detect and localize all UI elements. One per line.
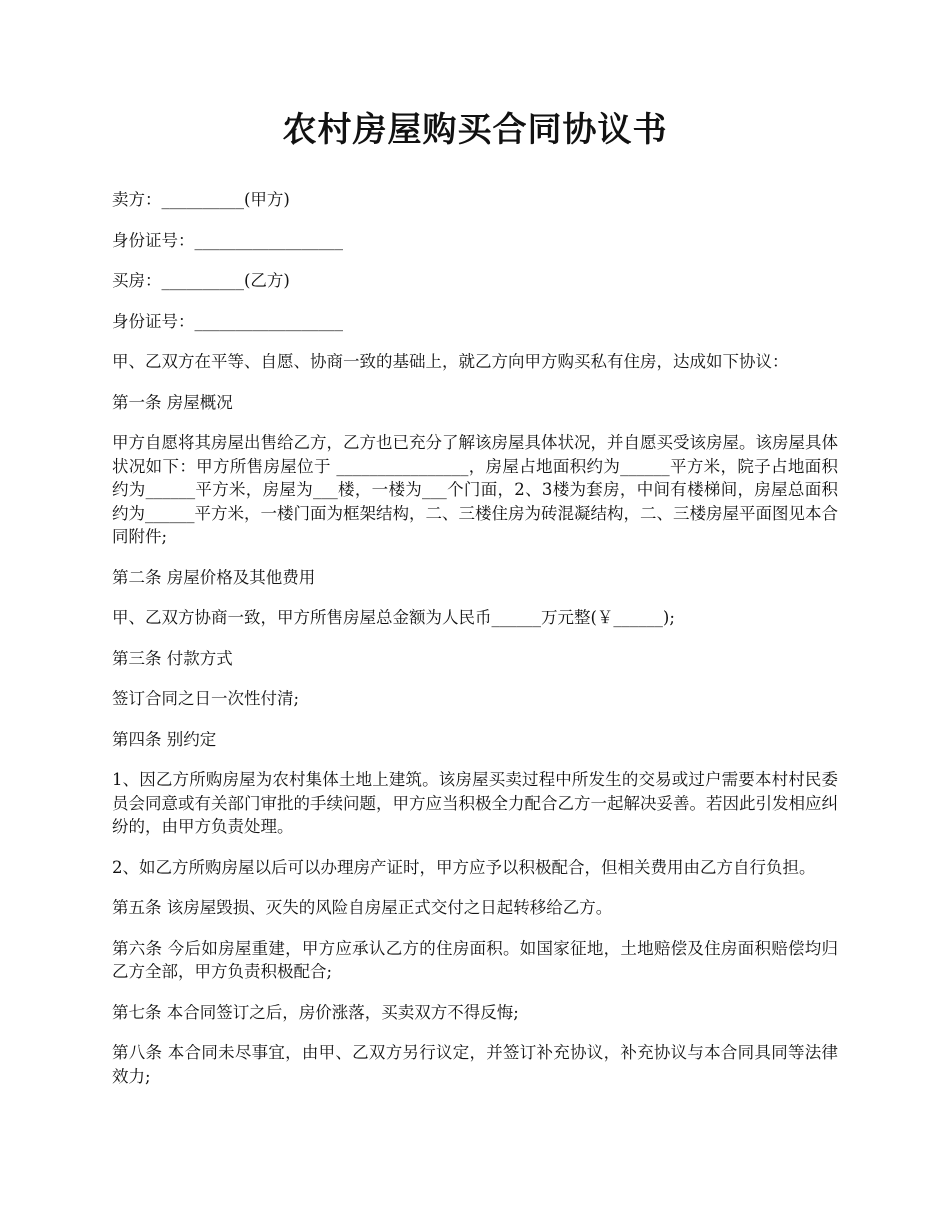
article-1-body: 甲方自愿将其房屋出售给乙方，乙方也已充分了解该房屋具体状况，并自愿买受该房屋。该房屋具体状况如下：甲方所售房屋位于 ________________，房屋占地面积约为______平方米，院子占地面积约为______平方米，房屋为___楼，一楼为___个门面，2、3楼为套房，中间有楼梯间，房屋总面积约为______平方米，一楼门面为框架结构，二、三楼住房为砖混凝结构，二、三楼房屋平面图见本合同附件;: [112, 433, 838, 546]
article-3-heading: 第三条 付款方式: [112, 648, 233, 668]
article-4-clause-1: 1、因乙方所购房屋为农村集体土地上建筑。该房屋买卖过程中所发生的交易或过户需要本村村民委员会同意或有关部门审批的手续问题，甲方应当积极全力配合乙方一起解决妥善。若因此引发相应纠纷的，由甲方负责处理。: [112, 770, 838, 836]
article-5-paragraph: 第五条 该房屋毁损、灭失的风险自房屋正式交付之日起转移给乙方。: [112, 898, 613, 917]
article-8-paragraph: 第八条 本合同未尽事宜，由甲、乙双方另行议定，并签订补充协议，补充协议与本合同具同等法律效力;: [112, 1043, 838, 1086]
preamble-paragraph: 甲、乙双方在平等、自愿、协商一致的基础上，就乙方向甲方购买私有住房，达成如下协议：: [112, 352, 789, 371]
article-6-paragraph: 第六条 今后如房屋重建，甲方应承认乙方的住房面积。如国家征地，土地赔偿及住房面积赔偿均归乙方全部，甲方负责积极配合;: [112, 938, 838, 981]
document-title: 农村房屋购买合同协议书: [282, 110, 668, 150]
article-2-body: 甲、乙双方协商一致，甲方所售房屋总金额为人民币______万元整(￥______);: [112, 608, 675, 627]
article-3-body: 签订合同之日一次性付清;: [112, 689, 300, 708]
seller-line: 卖方：__________(甲方): [112, 190, 290, 209]
article-2-heading: 第二条 房屋价格及其他费用: [112, 567, 316, 587]
article-4-heading: 第四条 别约定: [112, 729, 217, 749]
buyer-line: 买房：__________(乙方): [112, 271, 290, 290]
article-4-clause-2: 2、如乙方所购房屋以后可以办理房产证时，甲方应予以积极配合，但相关费用由乙方自行负担。: [112, 857, 816, 877]
article-1-heading: 第一条 房屋概况: [112, 392, 233, 412]
buyer-id-line: 身份证号：__________________: [112, 311, 343, 331]
seller-id-line: 身份证号：__________________: [112, 230, 343, 250]
article-7-paragraph: 第七条 本合同签订之后，房价涨落，买卖双方不得反悔;: [112, 1002, 519, 1022]
